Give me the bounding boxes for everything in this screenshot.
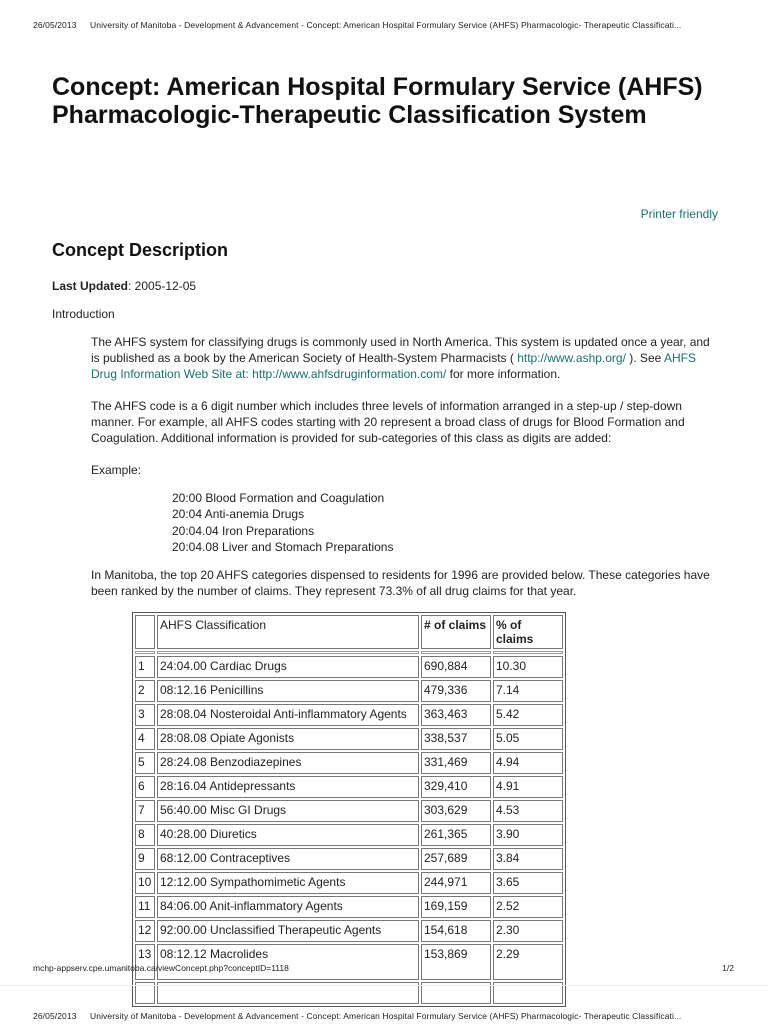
footer-url: mchp-appserv.cpe.umanitoba.ca/viewConcept.php?conceptID=1118 — [33, 963, 289, 973]
header-classification: AHFS Classification — [157, 615, 419, 649]
cell-rank: 10 — [135, 872, 155, 894]
cell-classification: 28:24.08 Benzodiazepines — [157, 752, 419, 774]
ahfs-druginfo-link[interactable]: AHFS Drug Information Web Site at: http://www.ahfsdruginformation.com/ — [91, 351, 696, 381]
cell-pct-claims: 3.90 — [493, 824, 563, 846]
table-row — [135, 872, 563, 894]
table-row — [135, 824, 563, 846]
cell-classification: 68:12.00 Contraceptives — [157, 848, 419, 870]
header-num-claims: # of claims — [421, 615, 491, 649]
cell-rank: 9 — [135, 848, 155, 870]
cell-num-claims: 329,410 — [421, 776, 491, 798]
example-label: Example: — [91, 463, 142, 477]
cell-rank: 13 — [135, 944, 155, 980]
example-item: 20:04 Anti-anemia Drugs — [172, 507, 305, 522]
cell-classification: 28:16.04 Antidepressants — [157, 776, 419, 798]
para1-text-b: ). See — [625, 351, 664, 365]
cell-rank: 4 — [135, 728, 155, 750]
cell-classification: 12:12.00 Sympathomimetic Agents — [157, 872, 419, 894]
cell-classification: 84:06.00 Anit-inflammatory Agents — [157, 896, 419, 918]
cell-rank: 12 — [135, 920, 155, 942]
page-title: Concept: American Hospital Formulary Service (AHFS) Pharmacologic-Therapeutic Classification System — [52, 73, 703, 129]
cell-num-claims: 257,689 — [421, 848, 491, 870]
table-row — [135, 896, 563, 918]
cell-rank: 8 — [135, 824, 155, 846]
table-header-row — [135, 615, 563, 649]
cell-num-claims: 303,629 — [421, 800, 491, 822]
table-row — [135, 944, 563, 980]
table-row — [135, 848, 563, 870]
header-rank — [135, 615, 155, 649]
cell-pct-claims: 7.14 — [493, 680, 563, 702]
cell-rank: 3 — [135, 704, 155, 726]
page-separator — [0, 985, 768, 986]
cell-rank: 6 — [135, 776, 155, 798]
example-item: 20:04.04 Iron Preparations — [172, 523, 315, 538]
print-header — [33, 20, 681, 30]
example-item: 20:00 Blood Formation and Coagulation — [172, 491, 385, 505]
para1-text-c: for more information. — [446, 367, 561, 381]
claims-table — [132, 612, 566, 1007]
paragraph-manitoba: In Manitoba, the top 20 AHFS categories dispensed to residents for 1996 are provided below. These categories have been ranked by the number of claims. They represent 73.3% of all drug claims for that year. — [91, 568, 710, 598]
example-item: 20:04.08 Liver and Stomach Preparations — [172, 539, 394, 554]
cell-pct-claims: 2.29 — [493, 944, 563, 980]
cell-pct-claims: 4.94 — [493, 752, 563, 774]
cell-classification: 40:28.00 Diuretics — [157, 824, 419, 846]
section-title: Concept Description — [52, 240, 229, 260]
last-updated-label: Last Updated — [52, 279, 129, 293]
example-list — [172, 490, 393, 555]
cell-num-claims: 169,159 — [421, 896, 491, 918]
print-header-next-page — [33, 1011, 681, 1021]
last-updated — [52, 278, 196, 294]
cell-rank: 7 — [135, 800, 155, 822]
cell-classification: 56:40.00 Misc GI Drugs — [157, 800, 419, 822]
cell-pct-claims: 3.84 — [493, 848, 563, 870]
table-row — [135, 680, 563, 702]
cell-classification: 24:04.00 Cardiac Drugs — [157, 656, 419, 678]
cell-num-claims: 338,537 — [421, 728, 491, 750]
cell-pct-claims: 2.52 — [493, 896, 563, 918]
cell-pct-claims: 4.91 — [493, 776, 563, 798]
para1-text-a: The AHFS system for classifying drugs is commonly used in North America. This system is updated once a year, and is published as a book by the American Society of Health-System Pharmacists ( — [91, 335, 710, 365]
table-row — [135, 704, 563, 726]
cell-pct-claims: 3.65 — [493, 872, 563, 894]
cell-pct-claims: 5.42 — [493, 704, 563, 726]
cell-pct-claims: 4.53 — [493, 800, 563, 822]
cell-num-claims: 331,469 — [421, 752, 491, 774]
print-header-date: 26/05/2013 — [33, 20, 77, 30]
print-header-title: University of Manitoba - Development & Advancement - Concept: American Hospital Formulary Service (AHFS) Pharmacologic- Therapeutic Classificati... — [90, 1011, 682, 1021]
cell-classification: 92:00.00 Unclassified Therapeutic Agents — [157, 920, 419, 942]
table-row — [135, 776, 563, 798]
cell-rank: 5 — [135, 752, 155, 774]
table-spacer — [135, 651, 563, 654]
cell-classification: 28:08.08 Opiate Agonists — [157, 728, 419, 750]
print-header-date: 26/05/2013 — [33, 1011, 77, 1021]
paragraph-ahfs-system — [91, 334, 716, 382]
ashp-link[interactable]: http://www.ashp.org/ — [517, 351, 626, 365]
cell-classification: 08:12.16 Penicillins — [157, 680, 419, 702]
cell-num-claims: 153,869 — [421, 944, 491, 980]
cell-num-claims: 363,463 — [421, 704, 491, 726]
cell-pct-claims: 10.30 — [493, 656, 563, 678]
cell-classification: 28:08.04 Nosteroidal Anti-inflammatory Agents — [157, 704, 419, 726]
cell-rank: 1 — [135, 656, 155, 678]
printer-friendly-link[interactable]: Printer friendly — [640, 207, 718, 221]
cell-pct-claims: 2.30 — [493, 920, 563, 942]
cell-num-claims: 261,365 — [421, 824, 491, 846]
last-updated-value: : 2005-12-05 — [128, 279, 197, 293]
cell-num-claims: 479,336 — [421, 680, 491, 702]
table-row — [135, 920, 563, 942]
cell-num-claims: 154,618 — [421, 920, 491, 942]
table-row — [135, 656, 563, 678]
cell-num-claims: 690,884 — [421, 656, 491, 678]
header-pct-claims: % of claims — [493, 615, 563, 649]
table-row — [135, 752, 563, 774]
intro-label: Introduction — [52, 307, 115, 321]
print-header-title: University of Manitoba - Development & Advancement - Concept: American Hospital Formulary Service (AHFS) Pharmacologic- Therapeutic Classificati... — [90, 20, 682, 30]
table-row — [135, 728, 563, 750]
cell-pct-claims: 5.05 — [493, 728, 563, 750]
table-row — [135, 800, 563, 822]
cell-classification: 08:12.12 Macrolides — [157, 944, 419, 980]
paragraph-ahfs-code: The AHFS code is a 6 digit number which includes three levels of information arranged in a step-up / step-down manner. For example, all AHFS codes starting with 20 represent a broad class of drugs for Blood Formation and Coagulation. Additional information is provided for sub-categories of this class as digits are added: — [91, 399, 685, 445]
footer-page-number: 1/2 — [722, 963, 734, 973]
cell-rank: 11 — [135, 896, 155, 918]
cell-rank: 2 — [135, 680, 155, 702]
cell-num-claims: 244,971 — [421, 872, 491, 894]
